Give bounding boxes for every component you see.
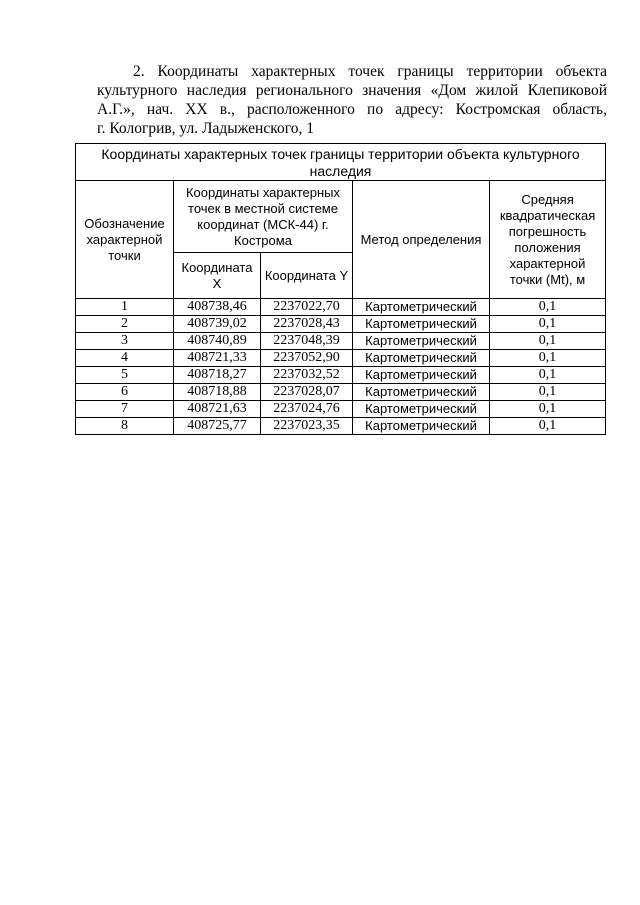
paragraph-line: культурного наследия регионального значения «Дом жилой Клепиковой (97, 82, 607, 99)
table-row (76, 418, 606, 435)
cell-error: 0,1 (490, 350, 606, 367)
cell-y: 2237032,52 (261, 367, 353, 384)
paragraph-line: А.Г.», нач. XX в., расположенного по адресу: Костромская область, (97, 101, 607, 118)
cell-y: 2237023,35 (261, 418, 353, 435)
cell-method: Картометрический (353, 299, 490, 316)
cell-x: 408718,27 (174, 367, 261, 384)
cell-y: 2237028,07 (261, 384, 353, 401)
cell-y: 2237022,70 (261, 299, 353, 316)
cell-error: 0,1 (490, 384, 606, 401)
cell-x: 408721,63 (174, 401, 261, 418)
cell-point: 6 (76, 384, 174, 401)
header-y: Координата Y (261, 253, 353, 299)
paragraph-line: 2. Координаты характерных точек границы территории объекта (133, 63, 607, 80)
cell-x: 408738,46 (174, 299, 261, 316)
table-row (76, 367, 606, 384)
cell-x: 408725,77 (174, 418, 261, 435)
cell-method: Картометрический (353, 333, 490, 350)
cell-error: 0,1 (490, 401, 606, 418)
cell-point: 1 (76, 299, 174, 316)
cell-point: 8 (76, 418, 174, 435)
cell-method: Картометрический (353, 418, 490, 435)
cell-point: 5 (76, 367, 174, 384)
table-caption: Координаты характерных точек границы территории объекта культурного наследия (76, 144, 606, 181)
cell-point: 7 (76, 401, 174, 418)
table-row (76, 401, 606, 418)
table-body (76, 299, 606, 435)
coordinates-table (75, 143, 606, 435)
paragraph-line: г. Кологрив, ул. Ладыженского, 1 (97, 120, 314, 137)
table-row (76, 316, 606, 333)
header-coords-group: Координаты характерных точек в местной системе координат (МСК-44) г. Кострома (174, 181, 353, 253)
cell-error: 0,1 (490, 333, 606, 350)
cell-point: 2 (76, 316, 174, 333)
cell-method: Картометрический (353, 401, 490, 418)
cell-x: 408739,02 (174, 316, 261, 333)
table-row (76, 299, 606, 316)
cell-error: 0,1 (490, 367, 606, 384)
cell-method: Картометрический (353, 367, 490, 384)
cell-y: 2237028,43 (261, 316, 353, 333)
header-point: Обозначение характерной точки (76, 181, 174, 299)
cell-point: 4 (76, 350, 174, 367)
cell-x: 408721,33 (174, 350, 261, 367)
cell-error: 0,1 (490, 316, 606, 333)
cell-x: 408740,89 (174, 333, 261, 350)
header-x: Координата X (174, 253, 261, 299)
section-paragraph (97, 62, 607, 138)
cell-x: 408718,88 (174, 384, 261, 401)
table-row (76, 384, 606, 401)
table-row (76, 333, 606, 350)
table-row (76, 350, 606, 367)
cell-y: 2237048,39 (261, 333, 353, 350)
cell-error: 0,1 (490, 418, 606, 435)
cell-point: 3 (76, 333, 174, 350)
cell-y: 2237052,90 (261, 350, 353, 367)
header-error: Средняя квадратическая погрешность положения характерной точки (Mt), м (490, 181, 606, 299)
cell-method: Картометрический (353, 384, 490, 401)
cell-method: Картометрический (353, 316, 490, 333)
cell-error: 0,1 (490, 299, 606, 316)
header-method: Метод определения (353, 181, 490, 299)
cell-method: Картометрический (353, 350, 490, 367)
cell-y: 2237024,76 (261, 401, 353, 418)
